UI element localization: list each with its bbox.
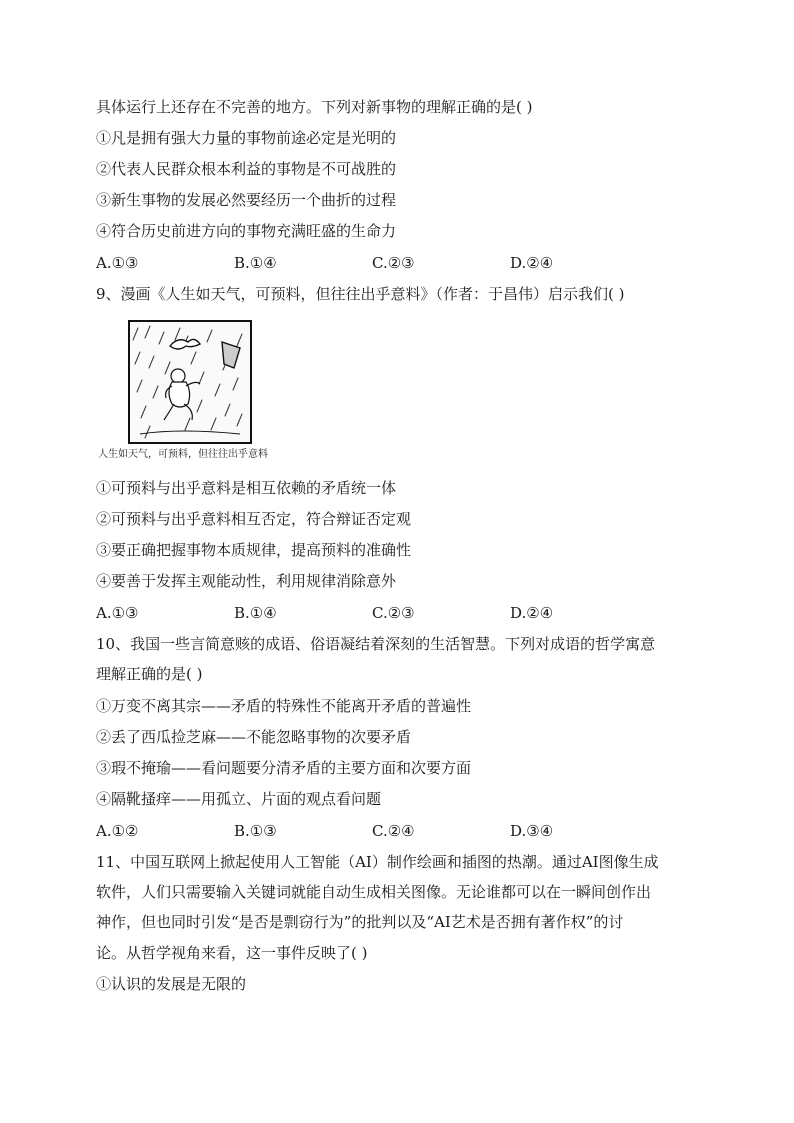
q10-item-2: ②丢了西瓜捡芝麻——不能忽略事物的次要矛盾 [96,728,412,746]
q8-item-1: ①凡是拥有强大力量的事物前途必定是光明的 [96,129,397,147]
q9-stem: 9、漫画《人生如天气，可预料，但往往出乎意料》（作者：于昌伟）启示我们( ) [96,285,625,303]
q11-stem-line-2: 软件，人们只需要输入关键词就能自动生成相关图像。无论谁都可以在一瞬间创作出 [96,883,652,901]
q9-item-3: ③要正确把握事物本质规律，提高预料的准确性 [96,541,412,559]
rain-cartoon-drawing [130,322,250,442]
q9-cartoon-caption: 人生如天气，可预料，但往往出乎意料 [98,449,268,460]
q8-item-2: ②代表人民群众根本利益的事物是不可战胜的 [96,160,397,178]
q11-stem-line-1: 11、中国互联网上掀起使用人工智能（AI）制作绘画和插图的热潮。通过AI图像生成 [96,853,659,871]
q9-cartoon-image [128,320,252,444]
q9-item-1: ①可预料与出乎意料是相互依赖的矛盾统一体 [96,479,397,497]
q8-option-b: B.①④ [234,254,277,272]
q9-option-d: D.②④ [510,604,554,622]
q10-option-b: B.①③ [234,822,277,840]
q11-stem-line-3: 神作，但也同时引发“是否是剽窃行为”的批判以及“AI艺术是否拥有著作权”的讨 [96,913,624,931]
q8-option-c: C.②③ [372,254,415,272]
q9-option-b: B.①④ [234,604,277,622]
q10-option-c: C.②④ [372,822,415,840]
q8-stem: 具体运行上还存在不完善的地方。下列对新事物的理解正确的是( ) [96,98,533,116]
q9-item-4: ④要善于发挥主观能动性，利用规律消除意外 [96,572,397,590]
q10-option-a: A.①② [96,822,139,840]
q8-option-a: A.①③ [96,254,139,272]
q10-item-1: ①万变不离其宗——矛盾的特殊性不能离开矛盾的普遍性 [96,697,472,715]
q10-stem-line-2: 理解正确的是( ) [96,665,203,683]
q8-option-d: D.②④ [510,254,554,272]
q10-item-3: ③瑕不掩瑜——看问题要分清矛盾的主要方面和次要方面 [96,759,472,777]
q11-stem-line-4: 论。从哲学视角来看，这一事件反映了( ) [96,944,368,962]
q9-item-2: ②可预料与出乎意料相互否定，符合辩证否定观 [96,510,412,528]
q8-item-3: ③新生事物的发展必然要经历一个曲折的过程 [96,191,397,209]
q10-stem-line-1: 10、我国一些言简意赅的成语、俗语凝结着深刻的生活智慧。下列对成语的哲学寓意 [96,635,656,653]
q8-item-4: ④符合历史前进方向的事物充满旺盛的生命力 [96,222,397,240]
q11-item-1: ①认识的发展是无限的 [96,975,247,993]
q9-option-a: A.①③ [96,604,139,622]
q10-option-d: D.③④ [510,822,554,840]
q9-option-c: C.②③ [372,604,415,622]
q10-item-4: ④隔靴搔痒——用孤立、片面的观点看问题 [96,790,382,808]
